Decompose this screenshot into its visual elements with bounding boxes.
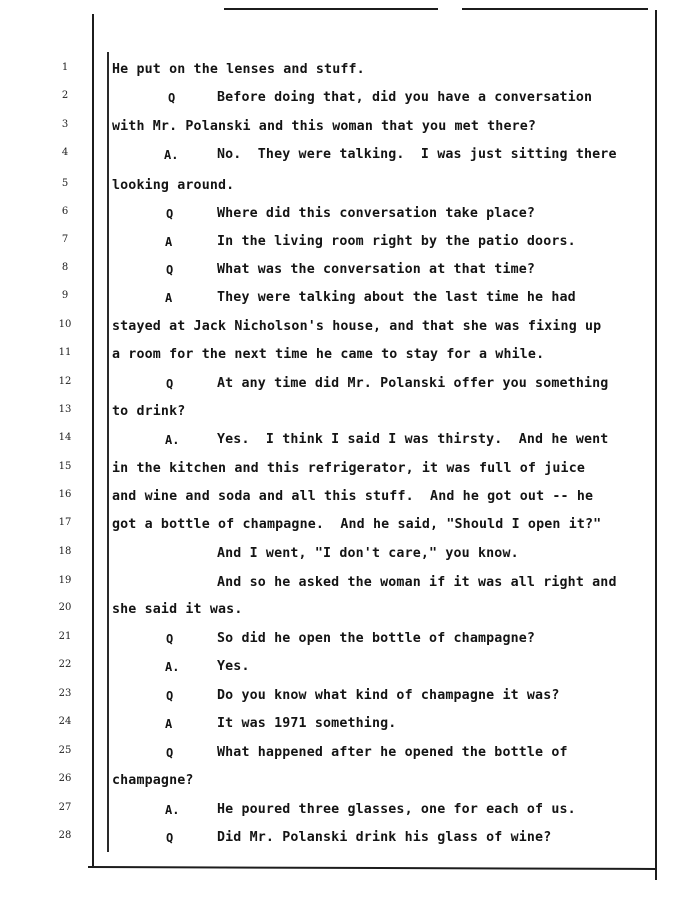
transcript-line [0,400,700,424]
line-text: And I went, "I don't care," you know. [217,546,519,561]
line-number: 3 [61,119,69,130]
transcript-line [0,598,700,622]
speaker-marker: Q [166,632,174,646]
transcript-line [0,741,700,765]
line-text: Yes. I think I said I was thirsty. And he went [217,432,609,447]
line-text: What was the conversation at that time? [217,262,536,277]
line-number: 2 [61,90,69,101]
transcript-line [0,826,700,850]
transcript-line [0,258,700,282]
transcript-line [0,684,700,708]
speaker-marker: A. [165,803,180,817]
transcript-line [0,428,700,452]
speaker-marker: Q [166,831,174,845]
line-number: 11 [58,347,72,358]
speaker-marker: A. [165,433,180,447]
line-text: Did Mr. Polanski drink his glass of wine? [217,830,552,845]
line-number: 21 [58,631,72,642]
transcript-line [0,798,700,822]
line-number: 12 [58,376,72,387]
line-text: stayed at Jack Nicholson's house, and that she was fixing up [112,319,602,334]
line-number: 18 [58,546,72,557]
transcript-line [0,343,700,367]
transcript-line [0,372,700,396]
line-text: and wine and soda and all this stuff. And he got out -- he [112,489,594,504]
transcript-line [0,769,700,793]
line-number: 10 [58,319,72,330]
transcript-line [0,655,700,679]
transcript-line [0,115,700,139]
speaker-marker: Q [166,377,174,391]
line-number: 19 [58,575,72,586]
transcript-line [0,86,700,110]
line-number: 14 [58,432,72,443]
line-text: He put on the lenses and stuff. [112,62,365,77]
line-text: a room for the next time he came to stay for a while. [112,347,545,362]
transcript-line [0,286,700,310]
line-text: He poured three glasses, one for each of us. [217,802,576,817]
line-text: in the kitchen and this refrigerator, it was full of juice [112,461,586,476]
line-text: with Mr. Polanski and this woman that you met there? [112,119,537,134]
line-text: she said it was. [112,602,243,617]
line-text: looking around. [112,178,235,193]
top-rule-left [224,8,438,10]
transcript-line [0,457,700,481]
line-number: 28 [58,830,72,841]
speaker-marker: A [165,291,173,305]
line-text: They were talking about the last time he had [217,290,576,305]
line-number: 20 [58,602,72,613]
line-text: It was 1971 something. [217,716,397,731]
transcript-line [0,230,700,254]
speaker-marker: Q [166,207,174,221]
transcript-line [0,58,700,82]
line-text: No. They were talking. I was just sitting there [217,147,617,162]
line-number: 23 [58,688,72,699]
line-text: Do you know what kind of champagne it was? [217,688,560,703]
speaker-marker: A [165,717,173,731]
transcript-line [0,315,700,339]
line-text: And so he asked the woman if it was all right and [217,575,617,590]
line-number: 25 [58,745,72,756]
transcript-line [0,143,700,167]
line-text: In the living room right by the patio doors. [217,234,576,249]
line-number: 9 [61,290,69,301]
line-number: 13 [58,404,72,415]
line-text: to drink? [112,404,186,419]
speaker-marker: A. [164,148,179,162]
transcript-line [0,571,700,595]
line-number: 15 [58,461,72,472]
transcript-line [0,485,700,509]
line-number: 22 [58,659,72,670]
speaker-marker: Q [168,91,176,105]
transcript-line [0,202,700,226]
line-number: 26 [58,773,72,784]
line-text: At any time did Mr. Polanski offer you something [217,376,609,391]
transcript-line [0,174,700,198]
line-number: 6 [61,206,69,217]
line-text: Where did this conversation take place? [217,206,536,221]
line-number: 24 [58,716,72,727]
transcript-line [0,627,700,651]
line-number: 16 [58,489,72,500]
line-text: What happened after he opened the bottle of [217,745,568,760]
line-number: 8 [61,262,69,273]
speaker-marker: A [165,235,173,249]
line-number: 7 [61,234,69,245]
transcript-line [0,513,700,537]
line-number: 5 [61,178,69,189]
speaker-marker: Q [166,689,174,703]
top-rule-right [462,8,648,10]
transcript-line [0,712,700,736]
line-text: got a bottle of champagne. And he said, "Should I open it?" [112,517,602,532]
line-text: champagne? [112,773,194,788]
line-number: 27 [58,802,72,813]
line-number: 17 [58,517,72,528]
speaker-marker: Q [166,746,174,760]
speaker-marker: A. [165,660,180,674]
line-number: 4 [61,147,69,158]
line-number: 1 [61,62,69,73]
speaker-marker: Q [166,263,174,277]
line-text: Before doing that, did you have a conversation [217,90,593,105]
page-border-bottom [88,866,657,870]
line-text: So did he open the bottle of champagne? [217,631,536,646]
line-text: Yes. [217,659,250,674]
transcript-line [0,542,700,566]
